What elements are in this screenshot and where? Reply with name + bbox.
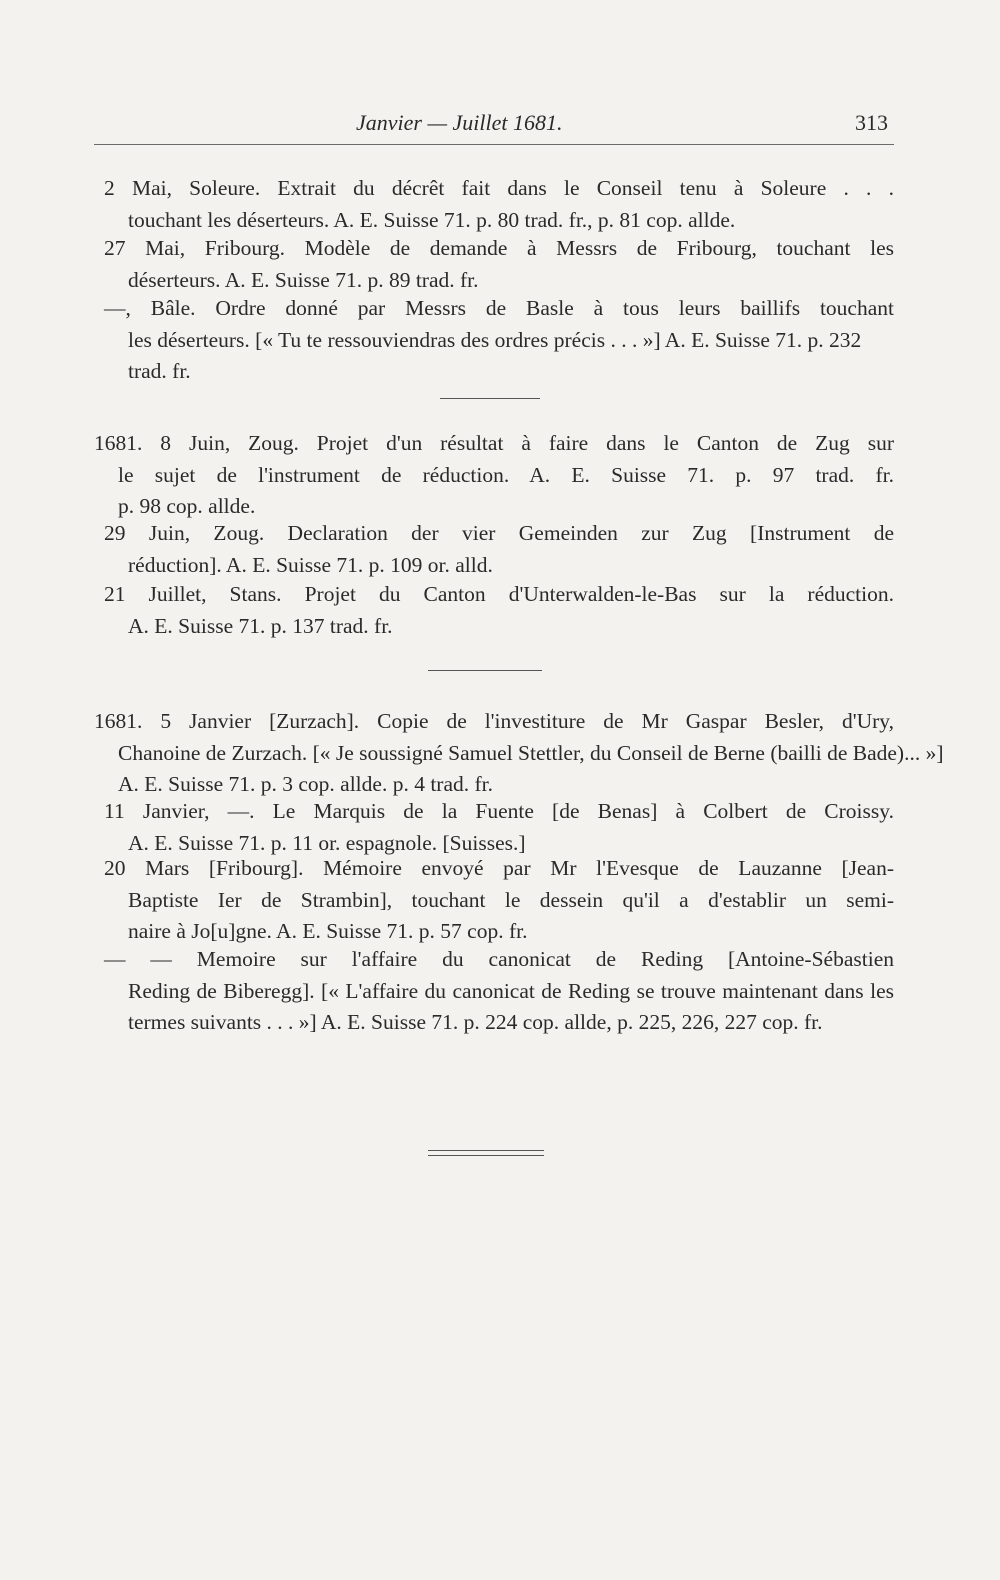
entry-line: A. E. Suisse 71. p. 137 trad. fr. <box>128 613 393 638</box>
entry-line: 1681. 5 Janvier [Zurzach]. Copie de l'investiture de Mr Gaspar Besler, d'Ury, <box>94 709 894 733</box>
entry-zurzach-copie <box>94 706 944 801</box>
entry-line: 20 Mars [Fribourg]. Mémoire envoyé par Mr l'Evesque de Lauzanne [Jean- <box>104 856 894 880</box>
entry-line: 2 Mai, Soleure. Extrait du décrêt fait dans le Conseil tenu à Soleure . . . <box>104 176 894 200</box>
section-divider <box>428 670 542 671</box>
entry-line: les déserteurs. [« Tu te ressouviendras des ordres précis . . . »] A. E. Suisse 71. p. 232 <box>128 327 862 352</box>
entry-line: déserteurs. A. E. Suisse 71. p. 89 trad. fr. <box>128 267 479 292</box>
entry-soleure-extrait <box>104 173 894 236</box>
entry-fribourg-memoire <box>104 853 894 948</box>
entry-line: 29 Juin, Zoug. Declaration der vier Gemeinden zur Zug [Instrument de <box>104 521 894 545</box>
entry-line: Baptiste Ier de Strambin], touchant le dessein qu'il a d'establir un semi- <box>128 887 894 912</box>
entry-line: le sujet de l'instrument de réduction. A. E. Suisse 71. p. 97 trad. fr. <box>118 462 894 487</box>
entry-zoug-projet <box>94 428 894 523</box>
entry-line: A. E. Suisse 71. p. 11 or. espagnole. [Suisses.] <box>128 830 526 855</box>
entry-fribourg-modele <box>104 233 894 296</box>
entry-line: termes suivants . . . »] A. E. Suisse 71. p. 224 cop. allde, p. 225, 226, 227 cop. fr. <box>128 1010 823 1034</box>
entry-line: 21 Juillet, Stans. Projet du Canton d'Unterwalden-le-Bas sur la réduction. <box>104 582 894 606</box>
page-number: 313 <box>855 110 888 135</box>
running-title: Janvier — Juillet 1681. <box>356 110 563 135</box>
entry-line: 11 Janvier, —. Le Marquis de la Fuente [de Benas] à Colbert de Croissy. <box>104 799 894 823</box>
entry-line: A. E. Suisse 71. p. 3 cop. allde. p. 4 trad. fr. <box>118 772 494 796</box>
entry-line: p. 98 cop. allde. <box>118 494 256 518</box>
entry-line: touchant les déserteurs. A. E. Suisse 71. p. 80 trad. fr., p. 81 cop. allde. <box>128 207 736 232</box>
entry-line: réduction]. A. E. Suisse 71. p. 109 or. alld. <box>128 552 493 577</box>
running-header <box>94 104 894 145</box>
entry-zoug-declaration <box>104 518 894 581</box>
entry-line: 1681. 8 Juin, Zoug. Projet d'un résultat à faire dans le Canton de Zug sur <box>94 431 894 455</box>
entry-line: Chanoine de Zurzach. [« Je soussigné Samuel Stettler, du Conseil de Berne (bailli de Bade)... »] <box>118 740 944 765</box>
entry-line: naire à Jo[u]gne. A. E. Suisse 71. p. 57 cop. fr. <box>128 919 528 943</box>
entry-bale-ordre <box>104 293 894 388</box>
entry-line: Reding de Biberegg]. [« L'affaire du canonicat de Reding se trouve maintenant dans les <box>128 978 894 1003</box>
section-divider <box>440 398 540 399</box>
entry-reding-memoire <box>104 944 894 1039</box>
entry-line: — — Memoire sur l'affaire du canonicat de Reding [Antoine-Sébastien <box>104 947 894 971</box>
entry-marquis-fuente <box>104 796 894 859</box>
end-double-rule <box>428 1150 544 1156</box>
entry-line: —, Bâle. Ordre donné par Messrs de Basle à tous leurs baillifs touchant <box>104 296 894 320</box>
entry-stans-projet <box>104 579 894 642</box>
entry-line: trad. fr. <box>128 359 191 383</box>
entry-line: 27 Mai, Fribourg. Modèle de demande à Messrs de Fribourg, touchant les <box>104 236 894 260</box>
